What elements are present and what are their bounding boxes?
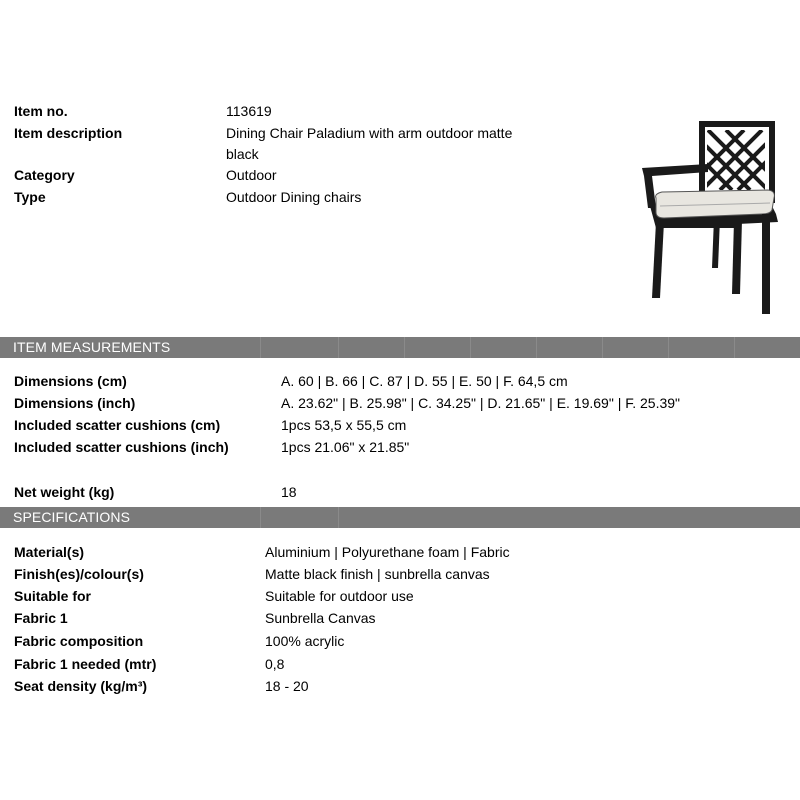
dimensions-cm-label: Dimensions (cm) — [14, 373, 127, 389]
dimensions-inch-value: A. 23.62" | B. 25.98" | C. 34.25" | D. 21.65" | E. 19.69" | F. 25.39" — [281, 395, 681, 411]
bar-divider — [404, 337, 405, 358]
bar-divider — [260, 337, 261, 358]
bar-divider — [668, 337, 669, 358]
category-value: Outdoor — [226, 167, 277, 183]
product-chair-image — [630, 118, 790, 318]
net-weight-label: Net weight (kg) — [14, 484, 115, 500]
net-weight-value: 18 — [281, 484, 297, 500]
cushions-cm-value: 1pcs 53,5 x 55,5 cm — [281, 417, 407, 433]
fabric-composition-value: 100% acrylic — [265, 633, 345, 649]
item-description-line1: Dining Chair Paladium with arm outdoor matte — [226, 125, 513, 141]
fabric-1-label: Fabric 1 — [14, 610, 68, 626]
bar-divider — [260, 507, 261, 528]
item-no-value: 113619 — [226, 103, 272, 119]
fabric-1-value: Sunbrella Canvas — [265, 610, 376, 626]
measurements-title: ITEM MEASUREMENTS — [13, 339, 171, 355]
item-no-label: Item no. — [14, 103, 68, 119]
dimensions-inch-label: Dimensions (inch) — [14, 395, 136, 411]
item-description-label: Item description — [14, 125, 123, 141]
specifications-title: SPECIFICATIONS — [13, 509, 131, 525]
bar-divider — [470, 337, 471, 358]
cushions-inch-value: 1pcs 21.06" x 21.85" — [281, 439, 410, 455]
type-label: Type — [14, 189, 46, 205]
suitable-for-label: Suitable for — [14, 588, 92, 604]
fabric-needed-label: Fabric 1 needed (mtr) — [14, 656, 157, 672]
category-label: Category — [14, 167, 75, 183]
dimensions-cm-value: A. 60 | B. 66 | C. 87 | D. 55 | E. 50 | F. 64,5 cm — [281, 373, 568, 389]
item-description-line2: black — [226, 146, 259, 162]
specifications-header-bar — [0, 507, 800, 528]
suitable-for-value: Suitable for outdoor use — [265, 588, 414, 604]
materials-label: Material(s) — [14, 544, 85, 560]
cushions-inch-label: Included scatter cushions (inch) — [14, 439, 229, 455]
finish-value: Matte black finish | sunbrella canvas — [265, 566, 490, 582]
fabric-needed-value: 0,8 — [265, 656, 285, 672]
bar-divider — [338, 337, 339, 358]
bar-divider — [602, 337, 603, 358]
bar-divider — [338, 507, 339, 528]
measurements-header-bar — [0, 337, 800, 358]
seat-density-label: Seat density (kg/m³) — [14, 678, 148, 694]
bar-divider — [734, 337, 735, 358]
materials-value: Aluminium | Polyurethane foam | Fabric — [265, 544, 510, 560]
type-value: Outdoor Dining chairs — [226, 189, 362, 205]
cushions-cm-label: Included scatter cushions (cm) — [14, 417, 221, 433]
finish-label: Finish(es)/colour(s) — [14, 566, 144, 582]
seat-density-value: 18 - 20 — [265, 678, 309, 694]
fabric-composition-label: Fabric composition — [14, 633, 144, 649]
bar-divider — [536, 337, 537, 358]
